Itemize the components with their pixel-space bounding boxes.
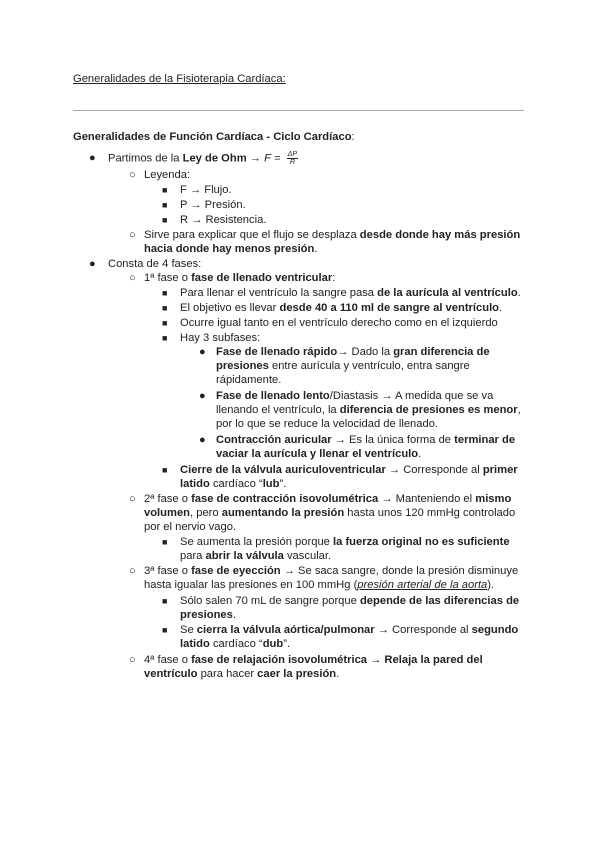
square-bullet-icon: ■	[162, 288, 168, 298]
subfase-2-line-1: Fase de llenado lento/Diastasis → A medida que se va	[216, 390, 494, 402]
fase-3-line-2: hasta igualar las presiones en 100 mmHg (presión arterial de la aorta).	[144, 579, 495, 591]
fase-3-item-1-line-1: Sólo salen 70 mL de sangre porque depende de las diferencias de	[180, 595, 520, 607]
leyenda-item-flujo: F → Flujo.	[180, 184, 232, 196]
disc-bullet-icon: ●	[89, 258, 96, 270]
subfase-3-line-2: vaciar la aurícula y llenar el ventrículo.	[216, 448, 422, 460]
square-bullet-icon: ■	[162, 318, 168, 328]
sirve-line-2: hacia donde hay menos presión.	[144, 243, 318, 255]
fase-1-cierre-line-2: latido cardíaco “lub”.	[180, 478, 287, 490]
square-bullet-icon: ■	[162, 215, 168, 225]
circle-bullet-icon: ○	[129, 229, 136, 241]
circle-bullet-icon: ○	[129, 493, 136, 505]
circle-bullet-icon: ○	[129, 169, 136, 181]
fase-2-item-line-1: Se aumenta la presión porque la fuerza original no es suficiente	[180, 536, 510, 548]
subfase-2-line-2: llenando el ventrículo, la diferencia de presiones es menor,	[216, 404, 521, 416]
horizontal-rule	[73, 110, 524, 111]
circle-bullet-icon: ○	[129, 654, 136, 666]
fases-label: Consta de 4 fases:	[108, 258, 202, 270]
circle-bullet-icon: ○	[129, 565, 136, 577]
fase-2-line-3: por el nervio vago.	[144, 521, 237, 533]
fase-2-line-2: volumen, pero aumentando la presión hasta unos 120 mmHg controlado	[144, 507, 516, 519]
sirve-line-1: Sirve para explicar que el flujo se desplaza desde donde hay más presión	[144, 229, 521, 241]
subfase-2-line-3: por lo que se reduce la velocidad de llenado.	[216, 418, 439, 430]
leyenda-item-presion: P → Presión.	[180, 199, 246, 211]
fase-3-item-2-line-1: Se cierra la válvula aórtica/pulmonar → Corresponde al segundo	[180, 624, 519, 636]
fase-1-item-2: El objetivo es llevar desde 40 a 110 ml de sangre al ventrículo.	[180, 302, 503, 314]
disc-bullet-icon: ●	[199, 390, 206, 402]
square-bullet-icon: ■	[162, 333, 168, 343]
fase-3-line-1: 3ª fase o fase de eyección → Se saca sangre, donde la presión disminuye	[144, 565, 519, 577]
fase-1-title: 1ª fase o fase de llenado ventricular:	[144, 272, 336, 284]
disc-bullet-icon: ●	[199, 346, 206, 358]
fase-1-item-4: Hay 3 subfases:	[180, 332, 261, 344]
ohm-law-line: Partimos de la Ley de Ohm → F = $\frac{\Delta P}{R}$	[108, 151, 298, 166]
square-bullet-icon: ■	[162, 303, 168, 313]
ohm-fraction: $\frac{\Delta P}{R}$	[287, 151, 298, 166]
fase-4-line-1: 4ª fase o fase de relajación isovolumétrica → Relaja la pared del	[144, 654, 483, 666]
subfase-1-line-2: presiones entre aurícula y ventrículo, entra sangre	[216, 360, 470, 372]
square-bullet-icon: ■	[162, 185, 168, 195]
fase-4-line-2: ventrículo para hacer caer la presión.	[144, 668, 340, 680]
fase-1-item-1: Para llenar el ventrículo la sangre pasa de la aurícula al ventrículo.	[180, 287, 521, 299]
square-bullet-icon: ■	[162, 200, 168, 210]
square-bullet-icon: ■	[162, 625, 168, 635]
leyenda-label: Leyenda:	[144, 169, 191, 181]
disc-bullet-icon: ●	[89, 152, 96, 164]
subfase-1-line-1: Fase de llenado rápido→ Dado la gran diferencia de	[216, 346, 490, 358]
fase-2-item-line-2: para abrir la válvula vascular.	[180, 550, 332, 562]
fase-3-item-1-line-2: presiones.	[180, 609, 236, 621]
leyenda-item-resistencia: R → Resistencia.	[180, 214, 267, 226]
fase-1-cierre-line-1: Cierre de la válvula auriculoventricular → Corresponde al primer	[180, 464, 518, 476]
disc-bullet-icon: ●	[199, 434, 206, 446]
section-title: Generalidades de Función Cardíaca - Ciclo Cardíaco:	[73, 131, 355, 143]
subfase-1-line-3: rápidamente.	[216, 374, 282, 386]
fase-1-item-3: Ocurre igual tanto en el ventrículo derecho como en el izquierdo	[180, 317, 498, 329]
fase-3-item-2-line-2: latido cardíaco “dub”.	[180, 638, 291, 650]
fase-2-line-1: 2ª fase o fase de contracción isovolumétrica → Manteniendo el mismo	[144, 493, 512, 505]
page-title: Generalidades de la Fisioterapia Cardíaca:	[73, 73, 286, 85]
square-bullet-icon: ■	[162, 465, 168, 475]
aorta-pressure-link[interactable]: presión arterial de la aorta	[357, 579, 488, 591]
square-bullet-icon: ■	[162, 537, 168, 547]
square-bullet-icon: ■	[162, 596, 168, 606]
circle-bullet-icon: ○	[129, 272, 136, 284]
subfase-3-line-1: Contracción auricular → Es la única forma de terminar de	[216, 434, 516, 446]
